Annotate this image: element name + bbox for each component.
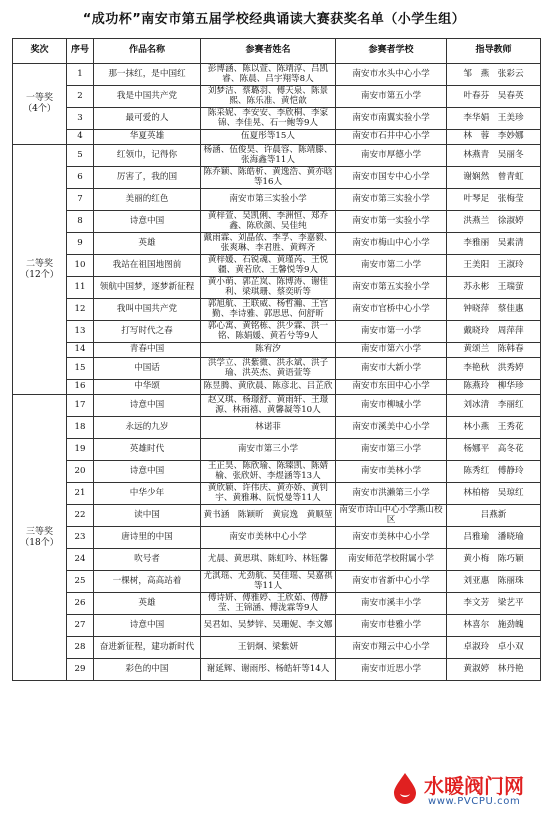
row-index: 21 <box>67 483 94 505</box>
row-teacher: 林喜尔 施劲魄 <box>447 615 541 637</box>
row-participants: 谢延辉、谢雨彤、杨皓轩等14人 <box>201 659 336 681</box>
table-row <box>13 358 541 380</box>
row-participants: 陈昱腾、黄欣晨、陈彦北、吕芷欣 <box>201 380 336 395</box>
table-row <box>13 86 541 108</box>
row-index: 19 <box>67 439 94 461</box>
row-school: 南安市大新小学 <box>336 358 447 380</box>
row-index: 23 <box>67 527 94 549</box>
table-header-row <box>13 39 541 64</box>
row-teacher: 李华娟 王美珍 <box>447 108 541 130</box>
row-index: 14 <box>67 343 94 358</box>
row-teacher: 戴晓玲 周萍萍 <box>447 321 541 343</box>
row-participants: 郭心寓、黄铭栋、洪少霖、洪一铭、陈娟媛、黄若兮等9人 <box>201 321 336 343</box>
row-work-title: 我是中国共产党 <box>94 86 201 108</box>
row-index: 26 <box>67 593 94 615</box>
row-participants: 尤淇瑶、尤劲航、吴佳瑶、吴嘉祺等11人 <box>201 571 336 593</box>
row-participants: 傅诗妍、傅雅婷、王欣茹、傅静莹、王锦涵、傅泷霖等9人 <box>201 593 336 615</box>
table-row <box>13 637 541 659</box>
row-index: 9 <box>67 233 94 255</box>
row-teacher: 陈秀红 傅静玲 <box>447 461 541 483</box>
row-work-title: 华夏英雄 <box>94 130 201 145</box>
row-teacher: 林柏榕 吴琼红 <box>447 483 541 505</box>
row-participants: 黄梓萱、吴凯俐、李洲恒、郑乔鑫、陈欣颜、吴佳纯 <box>201 211 336 233</box>
row-teacher: 黄小梅 陈巧颖 <box>447 549 541 571</box>
row-school: 南安市美林小学 <box>336 461 447 483</box>
table-row <box>13 299 541 321</box>
row-teacher: 吕雅瑜 潘晓瑜 <box>447 527 541 549</box>
table-row <box>13 659 541 681</box>
row-index: 28 <box>67 637 94 659</box>
row-school: 南安市美林中心小学 <box>336 527 447 549</box>
row-teacher: 李艳秋 洪秀婷 <box>447 358 541 380</box>
page-title: “成功杯”南安市第五届学校经典诵读大赛获奖名单（小学生组） <box>82 12 466 27</box>
row-participants: 杨涵、伍俊昊、许晨容、陈靖滕、张海鑫等11人 <box>201 145 336 167</box>
row-work-title: 英雄时代 <box>94 439 201 461</box>
row-index: 12 <box>67 299 94 321</box>
table-row <box>13 571 541 593</box>
table-row <box>13 108 541 130</box>
row-school: 南安市洪濑第三小学 <box>336 483 447 505</box>
row-participants: 陈宥汐 <box>201 343 336 358</box>
row-participants: 吴君如、吴梦锌、吴珊妮、李文娜 <box>201 615 336 637</box>
row-teacher: 刘亚惠 陈丽珠 <box>447 571 541 593</box>
row-participants: 陈采妮、李安安、李欣桐、李家锦、李佳晃、石一鲍等9人 <box>201 108 336 130</box>
row-index: 6 <box>67 167 94 189</box>
row-school: 南安市翔云中心小学 <box>336 637 447 659</box>
row-school: 南安市石井中心小学 <box>336 130 447 145</box>
row-work-title: 永远的九岁 <box>94 417 201 439</box>
row-index: 5 <box>67 145 94 167</box>
row-participants: 黄书涵 陈颖昕 黄宸逸 黄顺堃 <box>201 505 336 527</box>
row-teacher: 林 蓉 李妙娜 <box>447 130 541 145</box>
row-participants: 伍夏彤等15人 <box>201 130 336 145</box>
row-school: 南安市省新中心小学 <box>336 571 447 593</box>
row-participants: 王正昊、陈欣瑜、陈臻凯、陈婧榆、张欣妍、李煜涵等13人 <box>201 461 336 483</box>
row-index: 15 <box>67 358 94 380</box>
row-index: 16 <box>67 380 94 395</box>
row-school: 南安市南翼实验小学 <box>336 108 447 130</box>
award-level-count: （12个） <box>20 269 59 280</box>
watermark <box>388 770 548 815</box>
row-work-title: 厉害了，我的国 <box>94 167 201 189</box>
row-work-title: 青春中国 <box>94 343 201 358</box>
row-participants: 郭旭航、王联威、杨哲瀚、王宫勤、李诗雅、郭思思、何舒昕 <box>201 299 336 321</box>
award-level-count: （4个） <box>23 104 56 114</box>
row-index: 8 <box>67 211 94 233</box>
row-teacher: 杨娜平 高冬花 <box>447 439 541 461</box>
row-school: 南安师范学校附属小学 <box>336 549 447 571</box>
row-school: 南安市溪丰小学 <box>336 593 447 615</box>
row-participants: 刘梦洁、蔡璐羽、傅天泉、陈景熙、陈乐准、黄恺歆 <box>201 86 336 108</box>
award-level-cell <box>13 395 67 681</box>
row-teacher: 李雅丽 吴素清 <box>447 233 541 255</box>
header-work-title: 作品名称 <box>94 39 201 64</box>
table-row <box>13 64 541 86</box>
table-row <box>13 593 541 615</box>
row-teacher: 林小燕 王秀花 <box>447 417 541 439</box>
row-teacher: 陈燕玲 柳华珍 <box>447 380 541 395</box>
row-school: 南安市官桥中心小学 <box>336 299 447 321</box>
table-row <box>13 615 541 637</box>
row-index: 13 <box>67 321 94 343</box>
row-work-title: 中华颂 <box>94 380 201 395</box>
table-row <box>13 189 541 211</box>
row-teacher: 李文芳 梁艺平 <box>447 593 541 615</box>
row-participants: 洪学立、洪紫微、洪永斌、洪子瑜、洪英杰、黄语萱等 <box>201 358 336 380</box>
header-index: 序号 <box>67 39 94 64</box>
row-participants: 南安市美林中心小学 <box>201 527 336 549</box>
row-participants: 陈乔颖、陈皓析、黄逸浩、黄亦晗等16人 <box>201 167 336 189</box>
row-teacher: 林燕青 吴丽冬 <box>447 145 541 167</box>
row-index: 25 <box>67 571 94 593</box>
award-level-label: 二等奖 <box>25 258 53 269</box>
row-teacher: 王美阳 王淑玲 <box>447 255 541 277</box>
award-table-body <box>13 64 541 681</box>
row-index: 7 <box>67 189 94 211</box>
watermark-logo-icon <box>388 770 422 804</box>
table-row <box>13 439 541 461</box>
table-row <box>13 130 541 145</box>
watermark-url: www.PVCPU.com <box>428 796 521 807</box>
row-index: 11 <box>67 277 94 299</box>
table-row <box>13 211 541 233</box>
row-teacher: 黄颂兰 陈韩春 <box>447 343 541 358</box>
header-award-level: 奖次 <box>13 39 67 64</box>
row-work-title: 读中国 <box>94 505 201 527</box>
header-school: 参赛者学校 <box>336 39 447 64</box>
row-work-title: 吹号者 <box>94 549 201 571</box>
row-participants: 黄梓媛、石锐魂、黄瑾芮、王悦疆、黄若欣、王馨悦等9人 <box>201 255 336 277</box>
row-school: 南安市东田中心小学 <box>336 380 447 395</box>
table-row <box>13 255 541 277</box>
table-row <box>13 461 541 483</box>
row-index: 4 <box>67 130 94 145</box>
row-participants: 林诺菲 <box>201 417 336 439</box>
row-school: 南安市梅山中心小学 <box>336 233 447 255</box>
row-school: 南安市巷雅小学 <box>336 615 447 637</box>
row-teacher: 黄淑婷 林丹艳 <box>447 659 541 681</box>
row-work-title: 美丽的红色 <box>94 189 201 211</box>
table-row <box>13 277 541 299</box>
row-participants: 王钥炯、梁紫妍 <box>201 637 336 659</box>
row-participants: 赵又琪、杨璟舒、黄雨轩、王璟源、林雨禧、黄馨凝等10人 <box>201 395 336 417</box>
row-work-title: 打写时代之春 <box>94 321 201 343</box>
row-work-title: 奋进新征程，建功新时代 <box>94 637 201 659</box>
row-work-title: 中华少年 <box>94 483 201 505</box>
row-school: 南安市诗山中心小学燕山校区 <box>336 505 447 527</box>
row-index: 10 <box>67 255 94 277</box>
row-work-title: 诗意中国 <box>94 461 201 483</box>
row-work-title: 诗意中国 <box>94 211 201 233</box>
table-row <box>13 145 541 167</box>
award-level-label: 一等奖 <box>25 93 53 103</box>
table-row <box>13 380 541 395</box>
row-work-title: 领航中国梦，逐梦新征程 <box>94 277 201 299</box>
row-participants: 戴雨霖、刘晶依、李孚、李嘉毅、张爽琳、李君胜、黄辉齐 <box>201 233 336 255</box>
row-participants: 尤晨、黄思琪、陈虹吟、林钰馨 <box>201 549 336 571</box>
row-work-title: 那一抹红，是中国红 <box>94 64 201 86</box>
row-work-title: 诗意中国 <box>94 395 201 417</box>
award-level-count: （18个） <box>20 537 59 548</box>
row-index: 3 <box>67 108 94 130</box>
row-work-title: 彩色的中国 <box>94 659 201 681</box>
award-table <box>12 38 541 681</box>
row-participants: 南安市第三实验小学 <box>201 189 336 211</box>
row-school: 南安市第五小学 <box>336 86 447 108</box>
table-row <box>13 343 541 358</box>
row-teacher: 叶春芬 吴春英 <box>447 86 541 108</box>
row-teacher: 吕燕新 <box>447 505 541 527</box>
row-school: 南安市第二小学 <box>336 255 447 277</box>
row-teacher: 刘冰清 李丽红 <box>447 395 541 417</box>
watermark-site-name: 水暖阀门网 <box>424 774 524 798</box>
row-participants: 彭博涵、陈以萱、陈靖淳、吕凯睿、陈晨、吕宇翔等8人 <box>201 64 336 86</box>
row-teacher: 叶琴足 张梅莹 <box>447 189 541 211</box>
award-level-label: 三等奖 <box>25 526 53 537</box>
table-row <box>13 505 541 527</box>
row-index: 2 <box>67 86 94 108</box>
row-index: 20 <box>67 461 94 483</box>
row-school: 南安市国专中心小学 <box>336 167 447 189</box>
row-school: 南安市第三实验小学 <box>336 189 447 211</box>
row-index: 1 <box>67 64 94 86</box>
table-row <box>13 483 541 505</box>
row-work-title: 我叫中国共产党 <box>94 299 201 321</box>
row-work-title: 英雄 <box>94 593 201 615</box>
row-school: 南安市第一实验小学 <box>336 211 447 233</box>
table-row <box>13 167 541 189</box>
award-level-cell <box>13 145 67 395</box>
table-row <box>13 233 541 255</box>
row-index: 18 <box>67 417 94 439</box>
header-participants: 参赛者姓名 <box>201 39 336 64</box>
row-index: 24 <box>67 549 94 571</box>
row-teacher: 洪燕兰 徐淑婷 <box>447 211 541 233</box>
row-teacher: 苏永彬 王瑞萤 <box>447 277 541 299</box>
row-school: 南安市近思小学 <box>336 659 447 681</box>
table-row <box>13 417 541 439</box>
row-work-title: 唐诗里的中国 <box>94 527 201 549</box>
row-school: 南安市第五实验小学 <box>336 277 447 299</box>
row-school: 南安市第六小学 <box>336 343 447 358</box>
row-teacher: 卓淑玲 卓小双 <box>447 637 541 659</box>
table-row <box>13 321 541 343</box>
row-work-title: 中国话 <box>94 358 201 380</box>
row-participants: 南安市第三小学 <box>201 439 336 461</box>
table-row <box>13 395 541 417</box>
row-work-title: 最可爱的人 <box>94 108 201 130</box>
row-school: 南安市厚德小学 <box>336 145 447 167</box>
row-work-title: 诗意中国 <box>94 615 201 637</box>
row-school: 南安市柳城小学 <box>336 395 447 417</box>
row-work-title: 一棵树，高高站着 <box>94 571 201 593</box>
row-school: 南安市第三小学 <box>336 439 447 461</box>
row-teacher: 邹 燕 张彩云 <box>447 64 541 86</box>
table-row <box>13 527 541 549</box>
row-work-title: 英雄 <box>94 233 201 255</box>
row-index: 17 <box>67 395 94 417</box>
row-school: 南安市水头中心小学 <box>336 64 447 86</box>
row-school: 南安市第一小学 <box>336 321 447 343</box>
row-participants: 黄小萌、郭芷岚、陈博涛、谢佳利、梁琪珊、蔡奕昕等 <box>201 277 336 299</box>
row-work-title: 红领巾，记得你 <box>94 145 201 167</box>
award-level-cell <box>13 64 67 145</box>
row-index: 27 <box>67 615 94 637</box>
row-participants: 黄欣颖、许伟庆、黄亦娇、黄钊宇、黄雅琳、阮悦曼等11人 <box>201 483 336 505</box>
row-index: 29 <box>67 659 94 681</box>
row-school: 南安市溪美中心小学 <box>336 417 447 439</box>
row-teacher: 谢娴然 曾青虹 <box>447 167 541 189</box>
table-row <box>13 549 541 571</box>
header-teacher: 指导教师 <box>447 39 541 64</box>
row-index: 22 <box>67 505 94 527</box>
row-work-title: 我站在祖国地图前 <box>94 255 201 277</box>
row-teacher: 钟晓萍 蔡佳惠 <box>447 299 541 321</box>
